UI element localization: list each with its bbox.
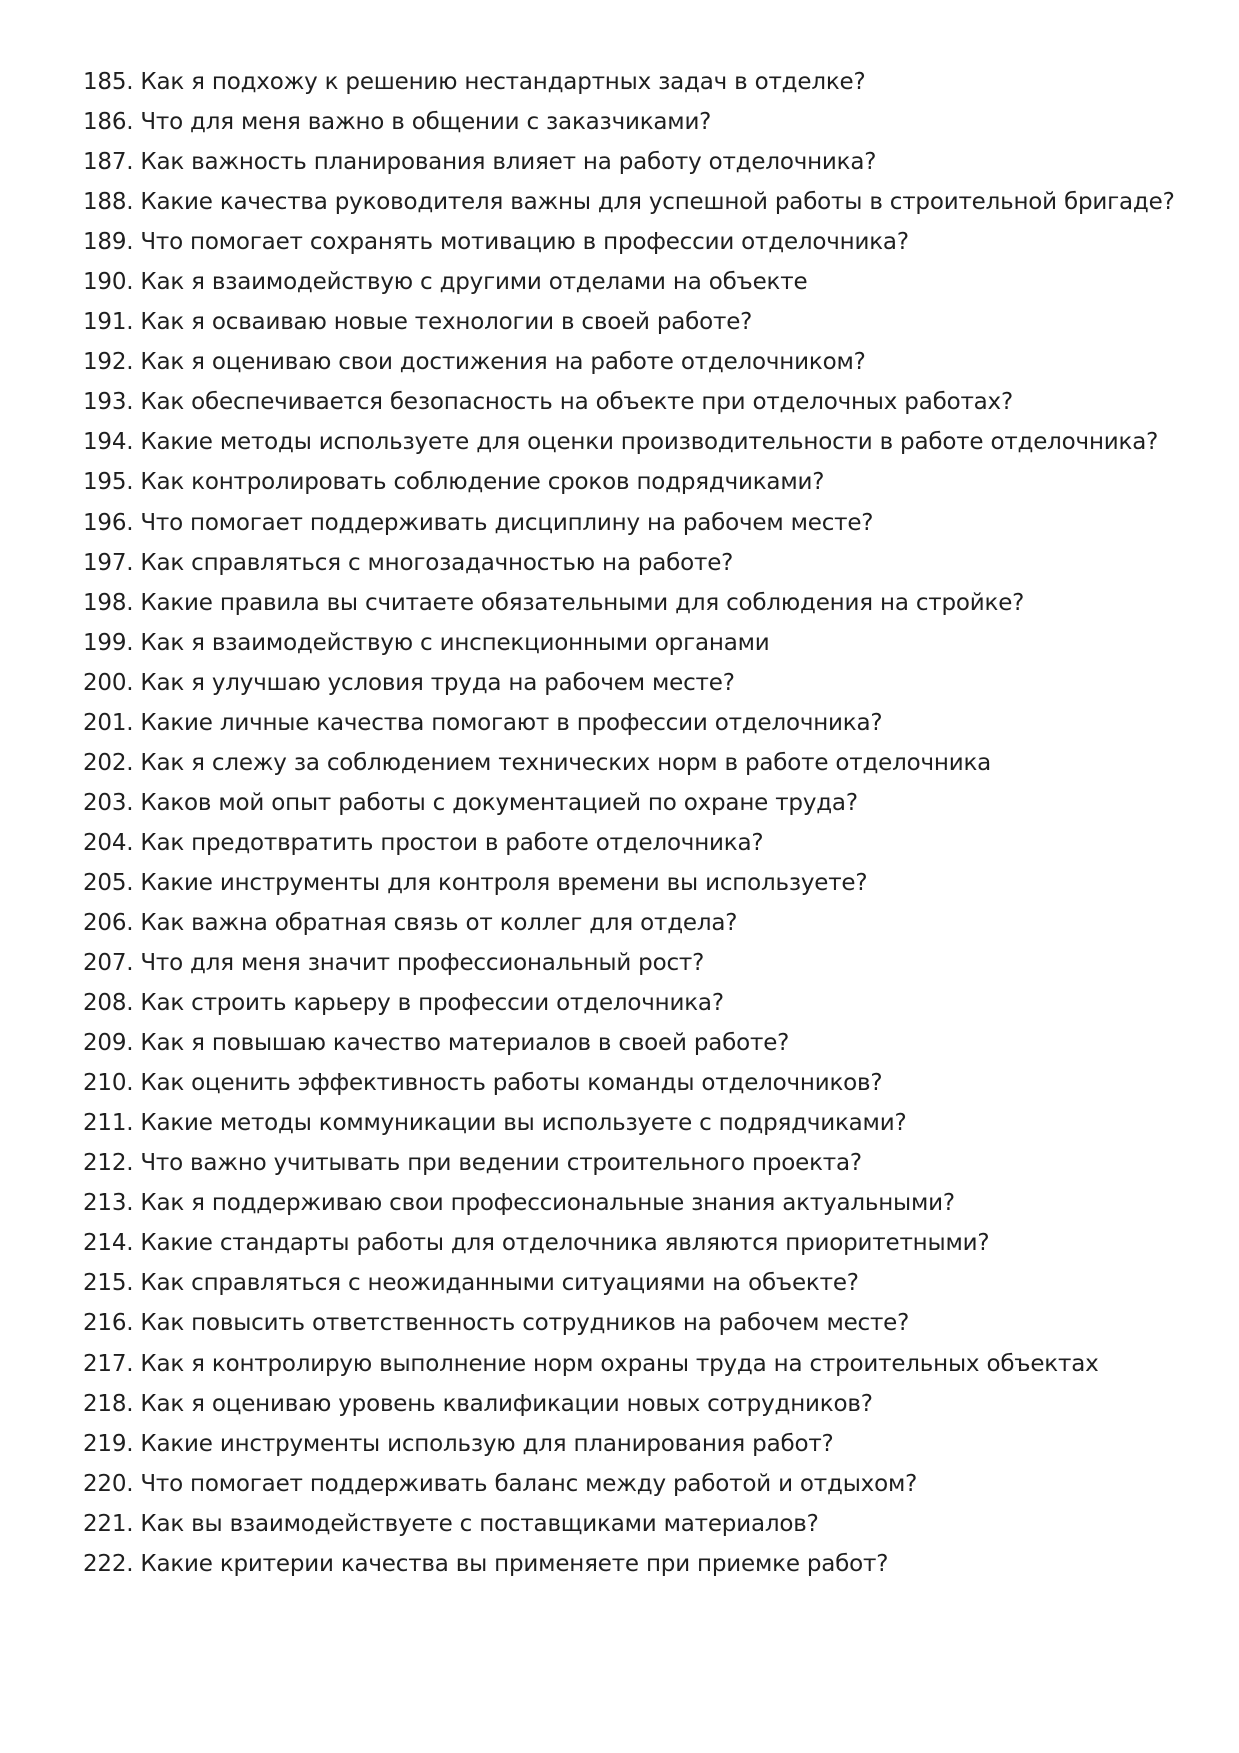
question-number: 192. (83, 349, 134, 376)
question-text: Какие правила вы считаете обязательными для соблюдения на стройке? (140, 589, 1025, 616)
question-number: 202. (83, 749, 134, 776)
question-text: Как повысить ответственность сотрудников на рабочем месте? (140, 1310, 910, 1337)
question-item (83, 1344, 1183, 1384)
question-text: Каков мой опыт работы с документацией по охране труда? (140, 789, 858, 816)
question-item (83, 543, 1183, 583)
question-number: 208. (83, 990, 134, 1017)
question-text: Как я осваиваю новые технологии в своей работе? (140, 309, 753, 336)
question-item (83, 1023, 1183, 1063)
question-list (83, 62, 1183, 1584)
question-text: Как справляться с неожиданными ситуациями на объекте? (140, 1270, 859, 1297)
question-text: Как я поддерживаю свои профессиональные знания актуальными? (140, 1190, 955, 1217)
question-text: Что для меня значит профессиональный рост? (140, 950, 705, 977)
question-text: Как я слежу за соблюдением технических норм в работе отделочника (140, 749, 992, 776)
question-text: Как справляться с многозадачностью на работе? (140, 549, 734, 576)
question-text: Как я повышаю качество материалов в своей работе? (140, 1030, 790, 1057)
question-item (83, 1544, 1183, 1584)
question-number: 190. (83, 269, 134, 296)
question-item (83, 1384, 1183, 1424)
question-item (83, 222, 1183, 262)
question-number: 198. (83, 589, 134, 616)
question-text: Как обеспечивается безопасность на объекте при отделочных работах? (140, 389, 1013, 416)
question-text: Что помогает поддерживать баланс между работой и отдыхом? (140, 1470, 918, 1497)
question-item (83, 142, 1183, 182)
question-item (83, 1143, 1183, 1183)
question-number: 200. (83, 669, 134, 696)
question-item (83, 1103, 1183, 1143)
question-item (83, 1424, 1183, 1464)
question-number: 196. (83, 509, 134, 536)
question-item (83, 462, 1183, 502)
question-text: Какие критерии качества вы применяете при приемке работ? (140, 1550, 889, 1577)
question-text: Как вы взаимодействуете с поставщиками материалов? (140, 1510, 819, 1537)
question-text: Какие инструменты использую для планирования работ? (140, 1430, 834, 1457)
question-item (83, 1263, 1183, 1303)
question-number: 189. (83, 229, 134, 256)
question-item (83, 182, 1183, 222)
question-item (83, 583, 1183, 623)
question-item (83, 903, 1183, 943)
question-number: 204. (83, 829, 134, 856)
question-number: 216. (83, 1310, 134, 1337)
question-number: 188. (83, 189, 134, 216)
question-item (83, 983, 1183, 1023)
question-text: Как предотвратить простои в работе отделочника? (140, 829, 764, 856)
question-item (83, 1183, 1183, 1223)
question-text: Какие качества руководителя важны для успешной работы в строительной бригаде? (140, 189, 1175, 216)
question-text: Что для меня важно в общении с заказчиками? (140, 109, 712, 136)
question-number: 209. (83, 1030, 134, 1057)
question-text: Как я контролирую выполнение норм охраны труда на строительных объектах (140, 1350, 1099, 1377)
question-number: 218. (83, 1390, 134, 1417)
question-text: Что помогает поддерживать дисциплину на рабочем месте? (140, 509, 874, 536)
question-text: Как я подхожу к решению нестандартных задач в отделке? (140, 69, 866, 95)
question-number: 203. (83, 789, 134, 816)
question-item (83, 823, 1183, 863)
question-number: 195. (83, 469, 134, 496)
question-item (83, 703, 1183, 743)
question-item (83, 422, 1183, 462)
question-item (83, 1504, 1183, 1544)
question-text: Какие методы коммуникации вы используете с подрядчиками? (140, 1110, 907, 1137)
question-item (83, 1464, 1183, 1504)
question-text: Какие стандарты работы для отделочника являются приоритетными? (140, 1230, 990, 1257)
question-text: Какие инструменты для контроля времени вы используете? (140, 869, 868, 896)
question-text: Как я взаимодействую с другими отделами на объекте (140, 269, 808, 296)
question-item (83, 623, 1183, 663)
question-number: 187. (83, 149, 134, 176)
question-text: Как я взаимодействую с инспекционными органами (140, 629, 770, 656)
question-item (83, 1223, 1183, 1263)
question-item (83, 663, 1183, 703)
question-number: 185. (83, 69, 134, 95)
question-item (83, 783, 1183, 823)
question-item (83, 863, 1183, 903)
question-item (83, 1303, 1183, 1343)
question-item (83, 743, 1183, 783)
question-number: 210. (83, 1070, 134, 1097)
question-number: 221. (83, 1510, 134, 1537)
question-text: Что помогает сохранять мотивацию в профессии отделочника? (140, 229, 909, 256)
question-number: 211. (83, 1110, 134, 1137)
question-number: 212. (83, 1150, 134, 1177)
question-text: Как важность планирования влияет на работу отделочника? (140, 149, 877, 176)
question-text: Как я оцениваю уровень квалификации новых сотрудников? (140, 1390, 873, 1417)
question-item (83, 1063, 1183, 1103)
question-item (83, 342, 1183, 382)
question-number: 201. (83, 709, 134, 736)
question-number: 191. (83, 309, 134, 336)
question-number: 199. (83, 629, 134, 656)
question-number: 205. (83, 869, 134, 896)
question-item (83, 102, 1183, 142)
question-item (83, 302, 1183, 342)
question-text: Какие методы используете для оценки производительности в работе отделочника? (140, 429, 1159, 456)
question-number: 217. (83, 1350, 134, 1377)
question-text: Как оценить эффективность работы команды отделочников? (140, 1070, 883, 1097)
question-number: 186. (83, 109, 134, 136)
question-number: 197. (83, 549, 134, 576)
question-text: Как контролировать соблюдение сроков подрядчиками? (140, 469, 825, 496)
question-text: Как я улучшаю условия труда на рабочем месте? (140, 669, 735, 696)
question-number: 207. (83, 950, 134, 977)
question-item (83, 382, 1183, 422)
question-number: 206. (83, 909, 134, 936)
question-number: 214. (83, 1230, 134, 1257)
question-item (83, 262, 1183, 302)
question-item (83, 943, 1183, 983)
question-number: 194. (83, 429, 134, 456)
question-number: 220. (83, 1470, 134, 1497)
question-text: Как строить карьеру в профессии отделочника? (140, 990, 724, 1017)
question-text: Как я оцениваю свои достижения на работе отделочником? (140, 349, 866, 376)
question-number: 215. (83, 1270, 134, 1297)
question-text: Какие личные качества помогают в профессии отделочника? (140, 709, 883, 736)
question-item (83, 62, 1183, 102)
question-number: 219. (83, 1430, 134, 1457)
question-number: 213. (83, 1190, 134, 1217)
question-text: Как важна обратная связь от коллег для отдела? (140, 909, 738, 936)
question-item (83, 503, 1183, 543)
question-text: Что важно учитывать при ведении строительного проекта? (140, 1150, 862, 1177)
question-number: 222. (83, 1550, 134, 1577)
question-number: 193. (83, 389, 134, 416)
